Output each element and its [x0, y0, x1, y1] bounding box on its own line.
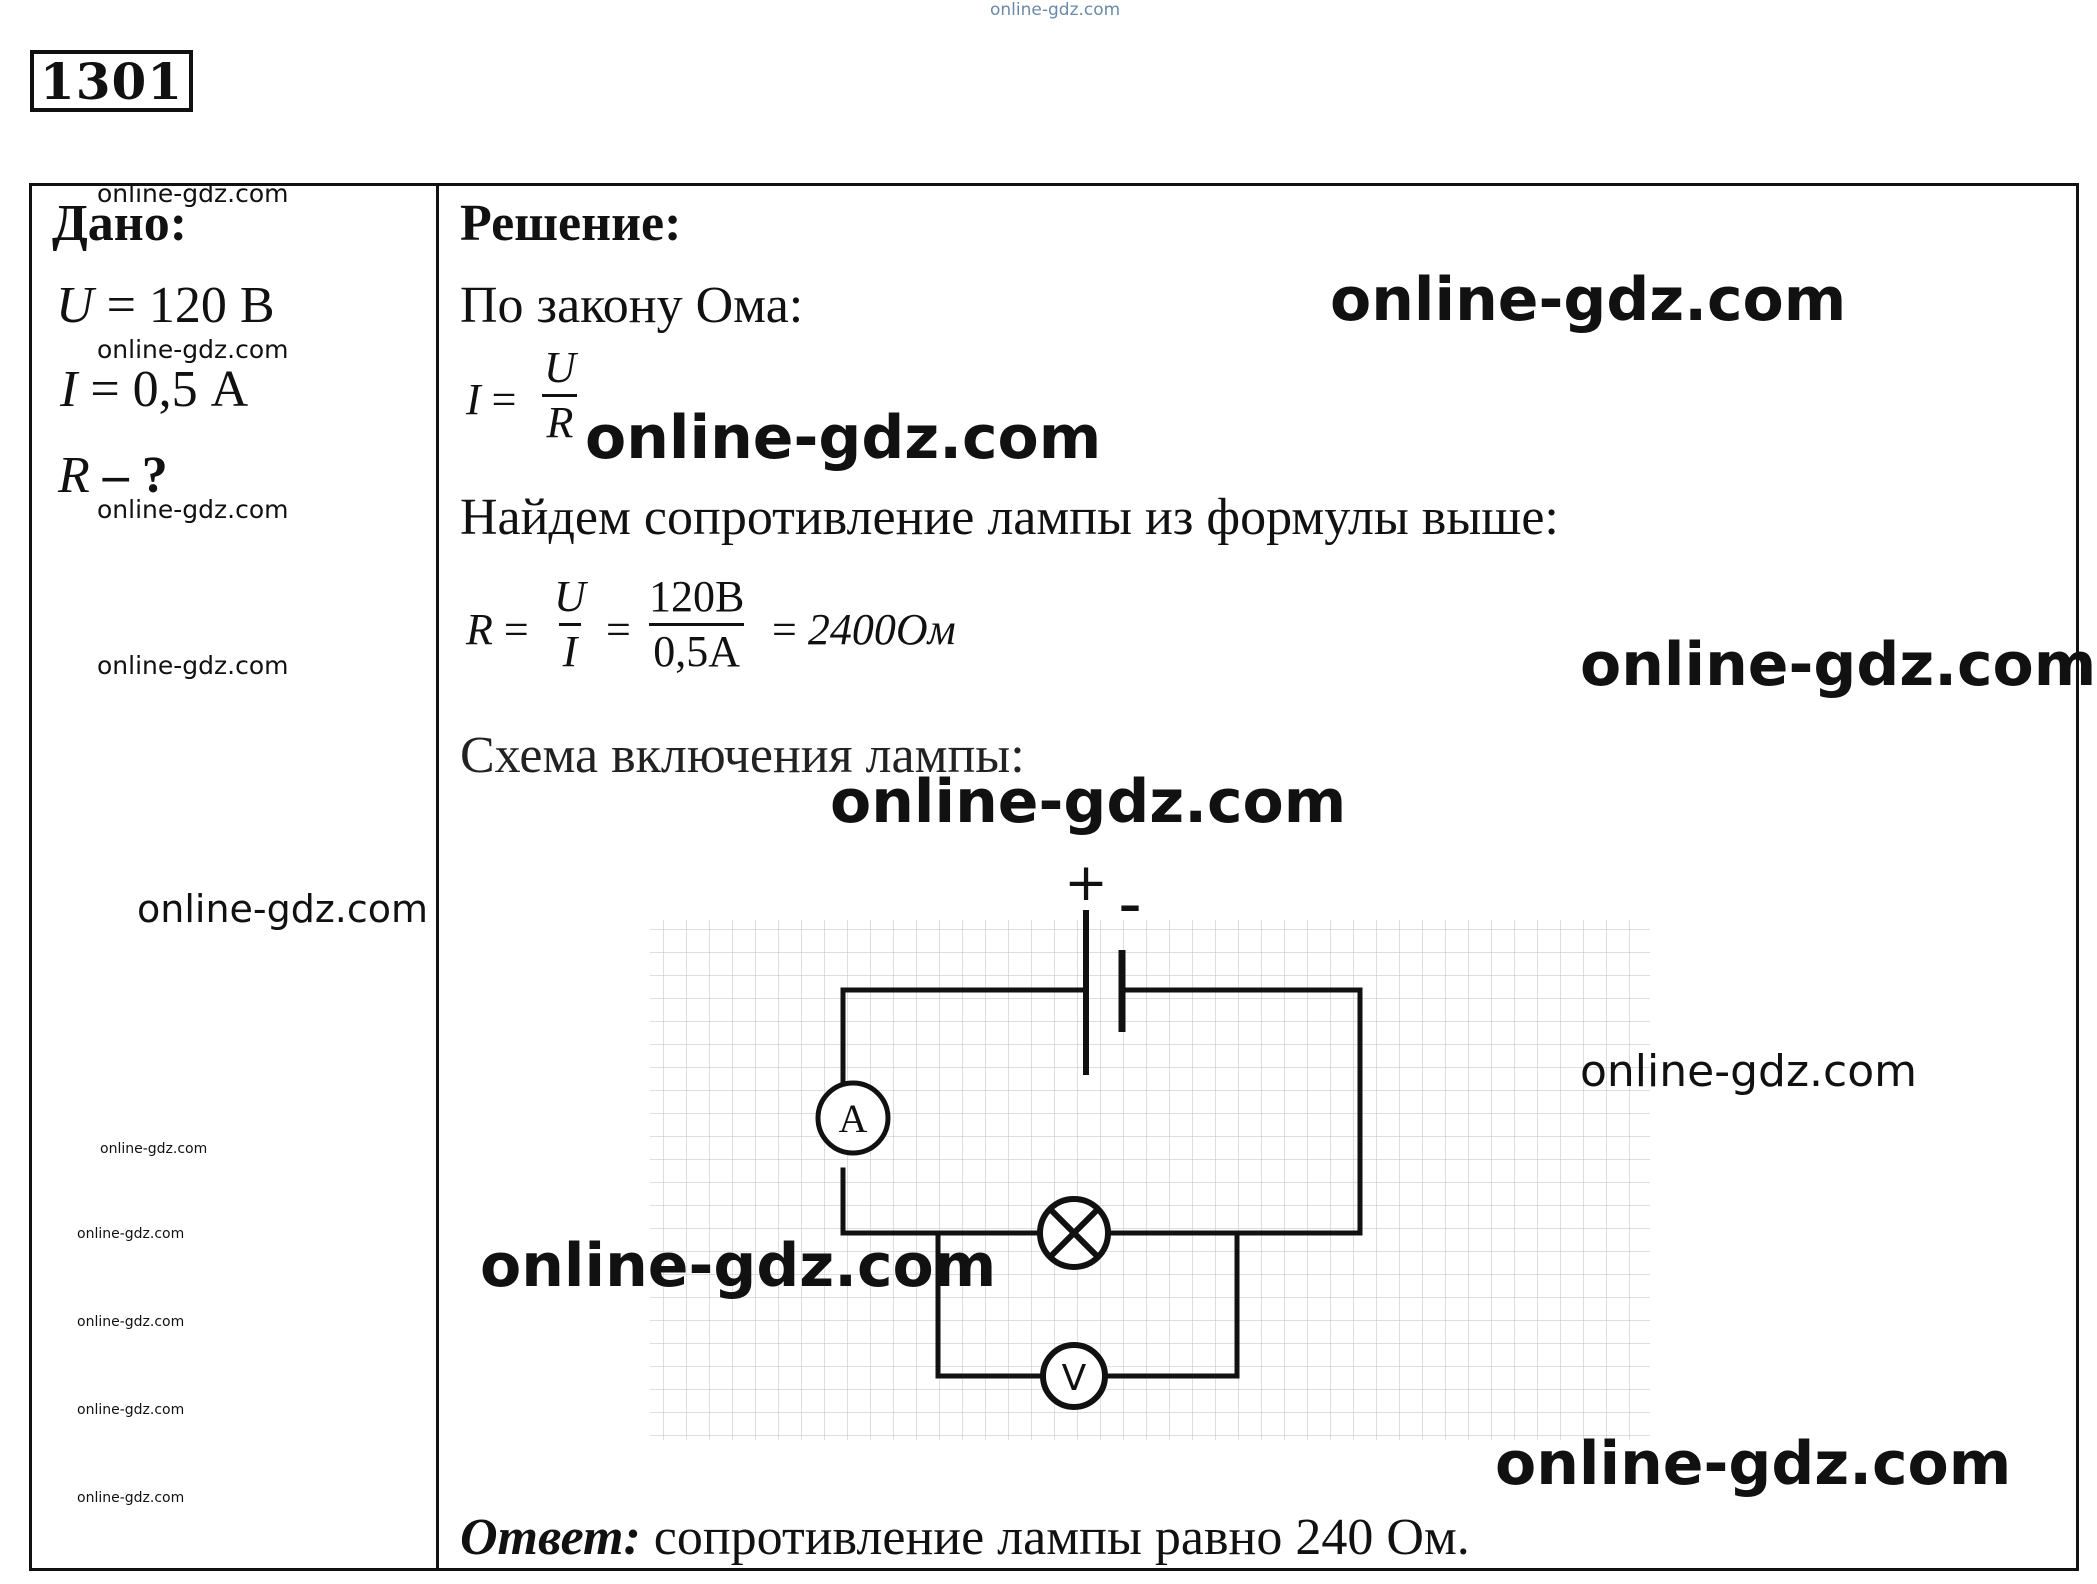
watermark-given-5: online-gdz.com: [137, 887, 429, 931]
formula2-fraction2: [645, 572, 748, 676]
voltage-symbol: U: [56, 277, 94, 334]
watermark-given-2: online-gdz.com: [97, 335, 289, 364]
given-voltage: [56, 277, 275, 334]
given-current: [60, 361, 249, 418]
formula2-den2: 0,5A: [649, 623, 744, 674]
answer-line: [460, 1509, 1470, 1566]
formula2-eq2: =: [606, 605, 631, 654]
resistance-unknown: – ?: [102, 447, 168, 504]
formula1-den: R: [542, 394, 577, 445]
formula2-num2: 120B: [649, 572, 745, 621]
ammeter-label: A: [838, 1096, 868, 1141]
formula1-num: U: [544, 343, 576, 392]
formula1-fraction: [540, 343, 580, 447]
formula2-num1: U: [554, 572, 586, 621]
grid-paper: [650, 920, 1650, 1440]
formula1-eq: =: [491, 375, 517, 424]
formula2-result-value: 2400Ом: [807, 605, 956, 654]
given-heading: Дано:: [52, 195, 188, 252]
scheme-label: Схема включения лампы:: [460, 727, 1025, 784]
battery-plus: +: [1064, 860, 1108, 913]
watermark-given-1: online-gdz.com: [97, 179, 289, 208]
column-divider: [436, 183, 439, 1571]
formula2-den1: I: [559, 623, 582, 674]
watermark-solution-2: online-gdz.com: [585, 403, 1102, 473]
watermark-given-3: online-gdz.com: [97, 495, 289, 524]
voltage-value: = 120 В: [106, 277, 275, 334]
ohm-law-intro: По закону Ома:: [460, 277, 804, 334]
answer-label: Ответ:: [460, 1509, 641, 1566]
watermark-given-4: online-gdz.com: [97, 651, 289, 680]
formula2-eq1: =: [503, 605, 529, 654]
answer-text: сопротивление лампы равно 240 Ом.: [653, 1509, 1470, 1566]
watermark-solution-3: online-gdz.com: [1580, 630, 2097, 700]
formula1-i: I: [466, 375, 481, 424]
watermark-given-8: online-gdz.com: [77, 1314, 185, 1330]
watermark-solution-5: online-gdz.com: [1580, 1046, 1918, 1097]
watermark-given-7: online-gdz.com: [77, 1226, 185, 1242]
watermark-solution-4: online-gdz.com: [830, 767, 1347, 837]
watermark-solution-6: online-gdz.com: [480, 1231, 997, 1301]
current-symbol: I: [60, 361, 78, 418]
watermark-given-10: online-gdz.com: [77, 1490, 185, 1506]
formula2-lhs: [466, 605, 529, 654]
watermark-solution-1: online-gdz.com: [1330, 265, 1847, 335]
problem-number: 1301: [30, 50, 193, 112]
formula2-fraction1: [550, 572, 590, 676]
resistance-symbol: R: [58, 447, 90, 504]
battery-minus: –: [1119, 880, 1141, 931]
find-resistance-text: Найдем сопротивление лампы из формулы выше:: [460, 489, 1559, 546]
formula2-r: R: [466, 605, 493, 654]
current-value: = 0,5 А: [90, 361, 249, 418]
formula1-lhs: [466, 375, 517, 424]
lamp-cross-icon: [1040, 1199, 1108, 1267]
watermark-top: online-gdz.com: [990, 0, 1121, 20]
circuit-diagram: [640, 860, 1670, 1460]
watermark-solution-7: online-gdz.com: [1495, 1429, 2012, 1499]
watermark-given-6: online-gdz.com: [100, 1141, 208, 1157]
solution-heading: Решение:: [460, 195, 682, 252]
voltmeter-label: V: [1061, 1358, 1087, 1399]
watermark-given-9: online-gdz.com: [77, 1402, 185, 1418]
formula2-eq3: =: [772, 605, 797, 654]
formula2-result: [772, 605, 956, 654]
